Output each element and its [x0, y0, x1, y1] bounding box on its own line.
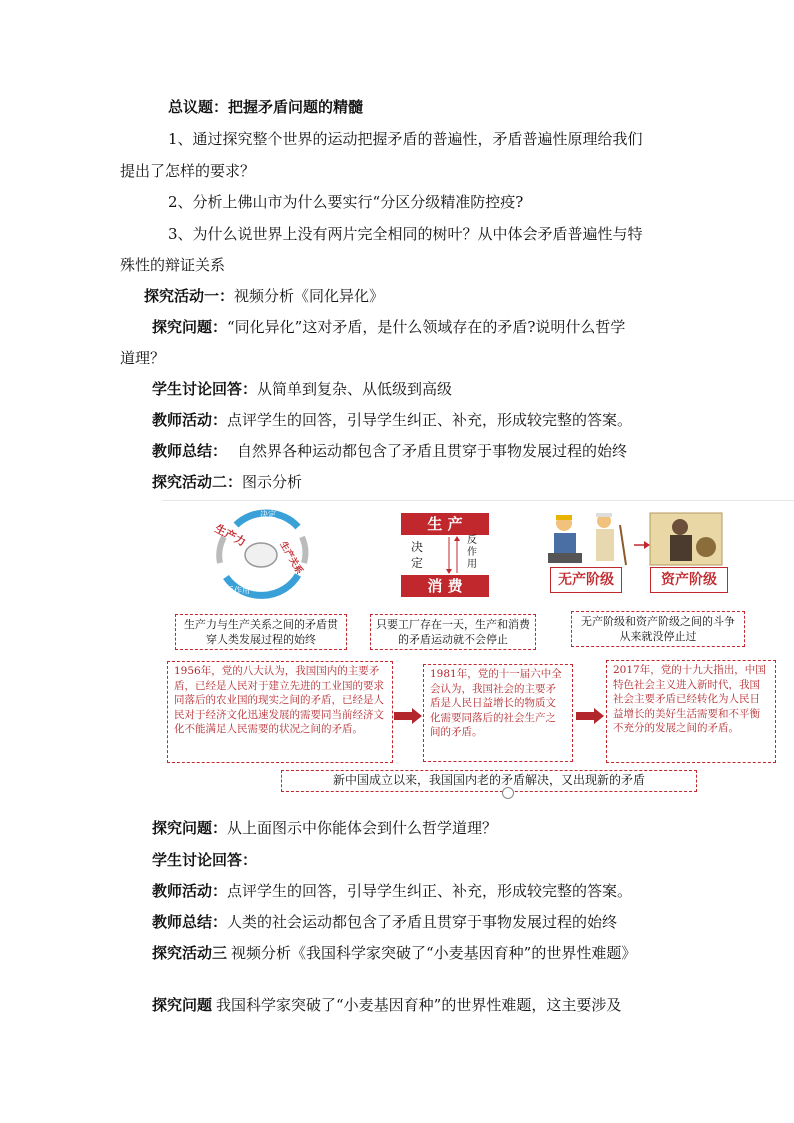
production-header: 生 产: [401, 513, 489, 535]
activity-2-teacher-text: 点评学生的回答，引导学生纠正、补充，形成较完整的答案。: [227, 882, 633, 900]
activity-1-question: [152, 317, 625, 337]
cycle-label-top: 决定: [260, 510, 276, 519]
activity-3-title: [152, 943, 636, 963]
caption-production: 只要工厂存在一天，生产和消费的矛盾运动就不会停止: [370, 614, 536, 650]
consumption-footer: 消 费: [401, 575, 489, 597]
circle-marker-icon: [502, 787, 514, 799]
activity-1-discussion-label: 学生讨论回答：: [152, 380, 258, 398]
caption-class: 无产阶级和资产阶级之间的斗争从来就没停止过: [571, 611, 745, 647]
arrow-icon-2: [576, 708, 604, 724]
activity-1-discussion: [152, 379, 452, 399]
activity-2-summary-text: 人类的社会运动都包含了矛盾且贯穿于事物发展过程的始终: [227, 913, 618, 931]
activity-2-discussion: [152, 850, 257, 870]
question-1-line-2: 提出了怎样的要求？: [120, 162, 256, 180]
activity-2-question: [152, 818, 497, 838]
activity-2-teacher-label: 教师活动：: [152, 882, 228, 900]
activity-2-discussion-label: 学生讨论回答：: [152, 851, 258, 869]
activity-3-label: 探究活动三: [152, 944, 228, 962]
arrow-icon-1: [394, 708, 422, 724]
class-struggle-figure: [542, 505, 732, 597]
bourgeoisie-label: 资产阶级: [650, 567, 728, 593]
activity-2-text: 图示分析: [242, 473, 303, 491]
production-left-label: 决定: [411, 540, 424, 570]
activity-1-question-label: 探究问题：: [152, 318, 228, 336]
activity-1-summary: [152, 441, 627, 461]
figure-divider-line: [162, 500, 794, 501]
activity-2-title: [152, 472, 302, 492]
activity-1-title: [144, 286, 384, 306]
activity-3-question: [152, 995, 621, 1015]
activity-1-discussion-text: 从简单到复杂、从低级到高级: [257, 380, 453, 398]
question-3-line-1: 3、为什么说世界上没有两片完全相同的树叶？从中体会矛盾普遍性与特: [168, 225, 643, 243]
activity-3-text: 视频分析《我国科学家突破了“小麦基因育种”的世界性难题》: [231, 944, 637, 962]
cycle-label-bottom: 反作用: [226, 586, 250, 595]
productivity-cycle-diagram: [206, 505, 316, 603]
topic-label: 总议题：: [168, 98, 229, 116]
figure-footer-caption: 新中国成立以来，我国国内老的矛盾解决，又出现新的矛盾: [281, 770, 697, 792]
question-3-line-2: 殊性的辩证关系: [120, 256, 226, 274]
activity-2-teacher: [152, 881, 632, 901]
history-box-1956: 1956年，党的八大认为，我国国内的主要矛盾，已经是人民对于建立先进的工业国的要求同落后的农业国的现实之间的矛盾，已经是人民对于经济文化迅速发展的需要同当前经济文化不能满足人民需要的状况之间的矛盾。: [167, 661, 393, 763]
history-box-2017: 2017年，党的十九大指出，中国特色社会主义进入新时代，我国社会主要矛盾已经转化为人民日益增长的美好生活需要和不平衡不充分的发展之间的矛盾。: [606, 660, 776, 763]
activity-3-question-text: 我国科学家突破了“小麦基因育种”的世界性难题，这主要涉及: [216, 996, 622, 1014]
activity-1-question-text: “同化异化”这对矛盾，是什么领域存在的矛盾?说明什么哲学: [227, 318, 626, 336]
question-2: 2、分析上佛山市为什么要实行“分区分级精准防控疫?: [168, 193, 524, 211]
activity-2-label: 探究活动二：: [152, 473, 243, 491]
activity-3-question-label: 探究问题: [152, 996, 213, 1014]
activity-1-summary-text: 自然界各种运动都包含了矛盾且贯穿于事物发展过程的始终: [237, 442, 628, 460]
activity-2-summary: [152, 912, 617, 932]
history-box-1981: 1981年，党的十一届六中全会认为，我国社会的主要矛盾是人民日益增长的物质文化需要同落后的社会生产之间的矛盾。: [423, 664, 573, 762]
activity-1-text: 视频分析《同化异化》: [234, 287, 385, 305]
production-right-label: 反作用: [467, 535, 477, 570]
caption-productivity: 生产力与生产关系之间的矛盾贯穿人类发展过程的始终: [175, 614, 347, 650]
production-consumption-diagram: [401, 513, 489, 597]
activity-1-teacher-label: 教师活动：: [152, 411, 228, 429]
activity-1-teacher-text: 点评学生的回答，引导学生纠正、补充，形成较完整的答案。: [227, 411, 633, 429]
activity-1-teacher: [152, 410, 632, 430]
cycle-label-right: 生产关系: [277, 540, 305, 577]
activity-2-question-label: 探究问题：: [152, 819, 228, 837]
question-1-line-1: 1、通过探究整个世界的运动把握矛盾的普遍性，矛盾普遍性原理给我们: [168, 130, 643, 148]
activity-1-question-line-2: 道理？: [120, 349, 166, 367]
activity-1-label: 探究活动一：: [144, 287, 235, 305]
activity-2-summary-label: 教师总结：: [152, 913, 228, 931]
topic-line: [168, 97, 363, 117]
activity-1-summary-label: 教师总结：: [152, 442, 228, 460]
activity-2-question-text: 从上面图示中你能体会到什么哲学道理？: [227, 819, 498, 837]
proletariat-label: 无产阶级: [550, 567, 622, 593]
cycle-label-left: 生产力: [212, 521, 248, 549]
topic-title: 把握矛盾问题的精髓: [228, 98, 364, 116]
